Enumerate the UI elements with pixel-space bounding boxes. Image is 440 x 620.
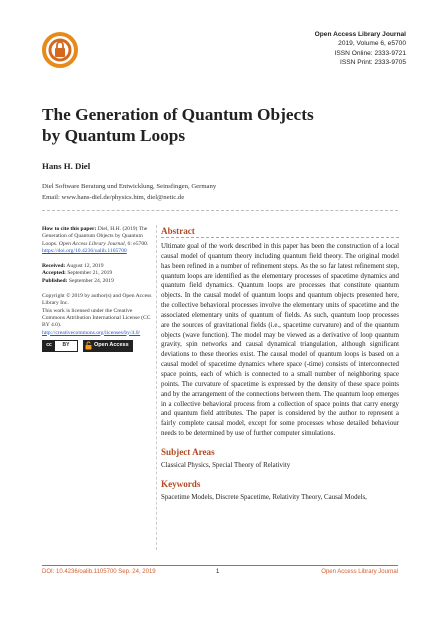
affiliation: Diel Software Beratung und Entwicklung, Seinsfingen, Germany (42, 183, 217, 190)
title-line-1: The Generation of Quantum Objects (42, 105, 314, 124)
published-label: Published: (42, 277, 68, 284)
page-number: 1 (216, 569, 220, 575)
issn-print: ISSN Print: 2333-9705 (340, 58, 406, 66)
received-label: Received: (42, 263, 66, 270)
email: Email: www.hans-diel.de/physics.htm, diel@netic.de (42, 193, 185, 201)
cc-by-badge[interactable] (42, 340, 78, 352)
footer-doi: DOI: 10.4236/oalib.1105700 Sep. 24, 2019 (42, 569, 156, 575)
abstract-text: Ultimate goal of the work described in this paper has been the construction of a local causal model of quantum theory including quantum field theory. The original model has been refined in a number of refinement steps. As the so far latest refinement step, quantum loops are identified as the elementary processes of spacetime dynamics and quantum field dynamics. Quantum loops are processes that constitute quantum objects. In the causal model of quantum loops and quantum objects presented here, the collective behavioral processes involve the elementary units of spacetime and the associated elementary units of quantum of fields. As such, quantum loop processes are the sources of gravitational fields (i.e., spacetime curvature) and of the quantum objects (wave function). The model may be viewed as a derivative of loop quantum gravity, spin networks and causal dynamical triangulation, although significant deviations to these theories exist. The causal model of quantum loops is based on a causal model of spacetime dynamics where space (-time) consists of interconnected space points, each of which is connected to a small number of neighboring space points. The curvature of spacetime is expressed by the density of these space points and by the arrangement of the connections between them. The quantum loop emerges in a collective behavioral process from a collection of space points that carry energy and quantum field attributes. The paper is considered by the author to represent a fairly complete causal model, except for some processes whose detailed behaviour needs to be determined by use of further computer simulations. (161, 243, 399, 438)
doi-link[interactable]: https://doi.org/10.4236/oalib.1105700 (42, 247, 127, 254)
subject-areas-text: Classical Physics, Special Theory of Relativity (161, 461, 291, 469)
by-label: BY (62, 342, 70, 349)
published-date: September 24, 2019 (67, 277, 114, 284)
open-access-label: Open Access (94, 342, 129, 349)
header-divider (42, 210, 398, 211)
main-column (161, 226, 399, 502)
abstract-divider (161, 237, 399, 238)
dates-block (42, 263, 152, 285)
license-block (42, 293, 152, 352)
column-divider (156, 225, 157, 550)
license-text: This work is licensed under the Creative Commons Attribution International License (CC BY 4.0). (42, 307, 151, 329)
abstract-heading: Abstract (161, 226, 195, 236)
cc-icon: cc (43, 341, 55, 351)
journal-name: Open Access Library Journal (314, 31, 406, 38)
open-access-badge[interactable] (83, 340, 133, 352)
cite-text-2: , 6: e5700. (124, 240, 149, 247)
license-link[interactable]: http://creativecommons.org/licenses/by/4.0/ (42, 329, 141, 336)
author-name: Hans H. Diel (42, 161, 91, 171)
journal-info (315, 30, 406, 67)
oalib-logo-icon (42, 32, 78, 68)
paper-title (42, 104, 342, 146)
accepted-date: September 21, 2019 (65, 270, 113, 277)
sidebar (42, 226, 152, 360)
received-date: August 12, 2019 (65, 263, 104, 270)
journal-volume: 2019, Volume 6, e5700 (338, 40, 406, 48)
keywords-heading: Keywords (161, 478, 201, 489)
cite-label: How to cite this paper: (42, 226, 97, 232)
open-lock-icon (85, 341, 92, 350)
subject-areas-heading: Subject Areas (161, 446, 215, 457)
accepted-label: Accepted: (42, 270, 66, 277)
footer-divider (42, 565, 398, 566)
issn-online: ISSN Online: 2333-9721 (334, 49, 406, 57)
title-line-2: by Quantum Loops (42, 126, 186, 145)
cite-journal: Open Access Library Journal (58, 240, 125, 247)
license-badges (42, 340, 152, 352)
copyright: Copyright © 2019 by author(s) and Open Access Library Inc. (42, 293, 152, 307)
citation-block (42, 226, 152, 255)
footer-journal: Open Access Library Journal (321, 569, 398, 575)
affiliation-block (42, 182, 216, 203)
keywords-text: Spacetime Models, Discrete Spacetime, Relativity Theory, Causal Models, (161, 493, 367, 501)
cite-text-1: Diel, H.H. (2019) The Generation of Quantum Objects by Quantum Loops. (42, 226, 148, 247)
